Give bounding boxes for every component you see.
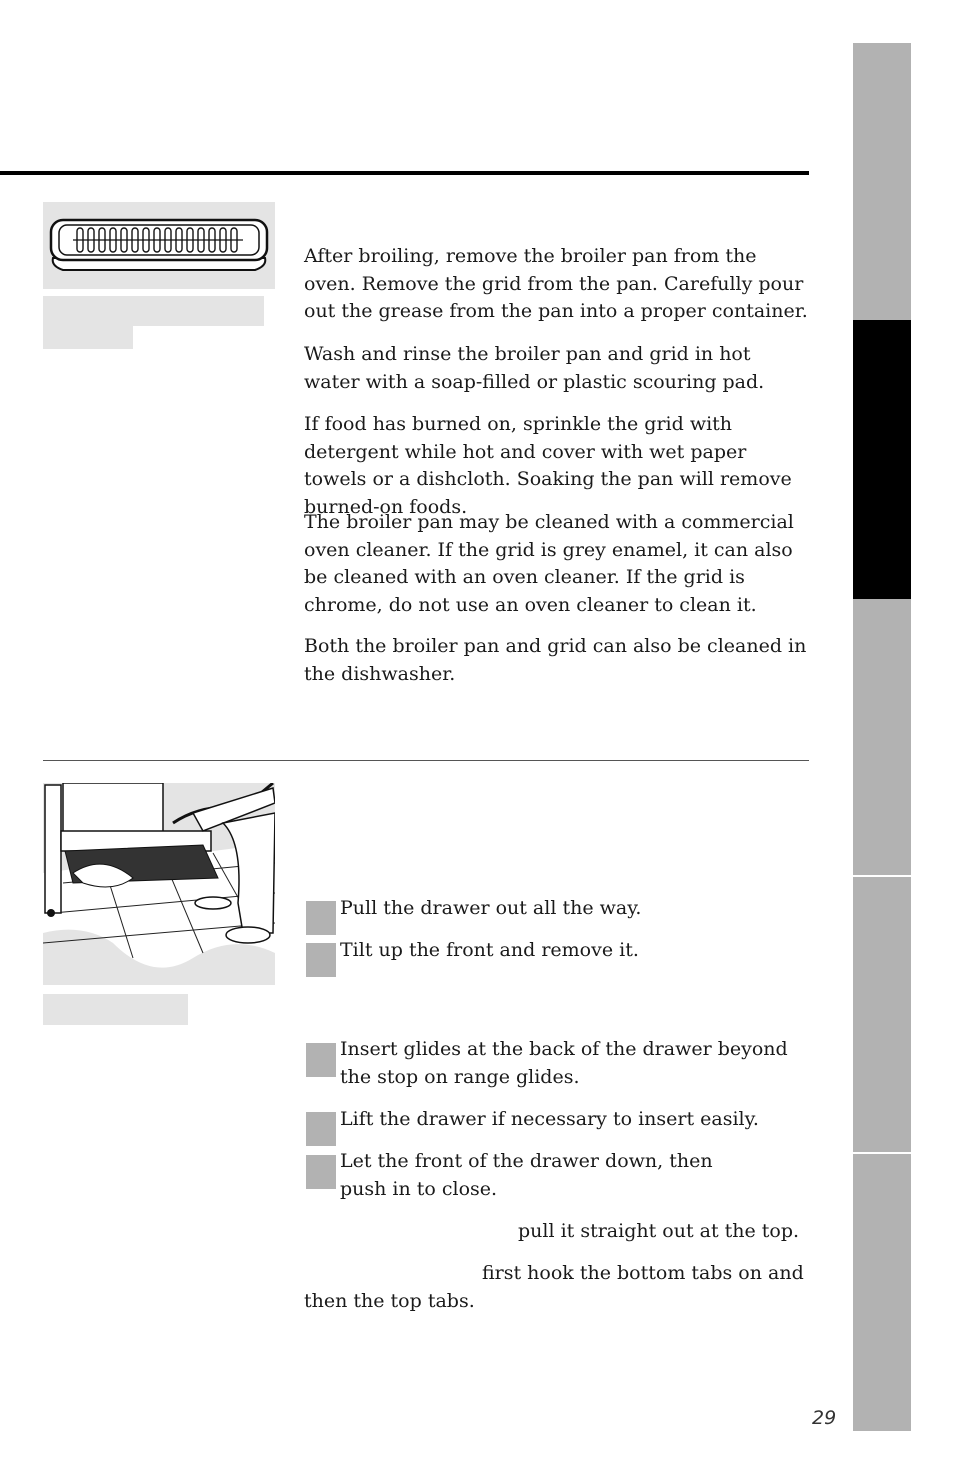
side-tab-2-active (853, 320, 911, 599)
step-marker (306, 1043, 336, 1077)
remove-step-2: Tilt up the front and remove it. (340, 939, 639, 961)
remove-step-1: Pull the drawer out all the way. (340, 897, 642, 919)
side-tab-1 (853, 43, 911, 320)
caption-block (43, 994, 188, 1025)
side-tab-4 (853, 877, 911, 1152)
kick-panel-remove: pull it straight out at the top. (518, 1220, 800, 1242)
drawer-cleaning-icon (43, 783, 275, 985)
broiler-paragraph-2: Wash and rinse the broiler pan and grid in hot water with a soap-filled or plastic scouring pad. (304, 343, 765, 393)
step-marker (306, 1155, 336, 1189)
side-tab-3 (853, 599, 911, 875)
broiler-pan-illustration (43, 202, 275, 289)
page-number: 29 (812, 1407, 837, 1429)
drawer-cleaning-illustration (43, 783, 275, 985)
caption-block (43, 326, 133, 349)
kick-panel-replace-line2: then the top tabs. (304, 1290, 475, 1312)
step-marker (306, 943, 336, 977)
top-rule (0, 171, 809, 175)
step-marker (306, 901, 336, 935)
replace-step-3: Let the front of the drawer down, then push in to close. (340, 1150, 713, 1200)
broiler-paragraph-3: If food has burned on, sprinkle the grid with detergent while hot and cover with wet paper towels or a dishcloth. Soaking the pan will remove burned-on foods. (304, 413, 792, 518)
replace-step-1: Insert glides at the back of the drawer beyond the stop on range glides. (340, 1038, 788, 1088)
broiler-paragraph-4: The broiler pan may be cleaned with a commercial oven cleaner. If the grid is grey enamel, it can also be cleaned with an oven cleaner. If the grid is chrome, do not use an oven cleaner to clean it. (304, 511, 794, 616)
broiler-pan-icon (43, 202, 275, 289)
replace-step-2: Lift the drawer if necessary to insert easily. (340, 1108, 759, 1130)
broiler-paragraph-1: After broiling, remove the broiler pan from the oven. Remove the grid from the pan. Carefully pour out the grease from the pan into a proper container. (304, 245, 808, 322)
broiler-paragraph-5: Both the broiler pan and grid can also be cleaned in the dishwasher. (304, 635, 807, 685)
section-divider (43, 760, 809, 761)
kick-panel-replace-line1: first hook the bottom tabs on and (482, 1262, 804, 1284)
step-marker (306, 1112, 336, 1146)
caption-block (43, 296, 264, 326)
side-tab-5 (853, 1154, 911, 1431)
